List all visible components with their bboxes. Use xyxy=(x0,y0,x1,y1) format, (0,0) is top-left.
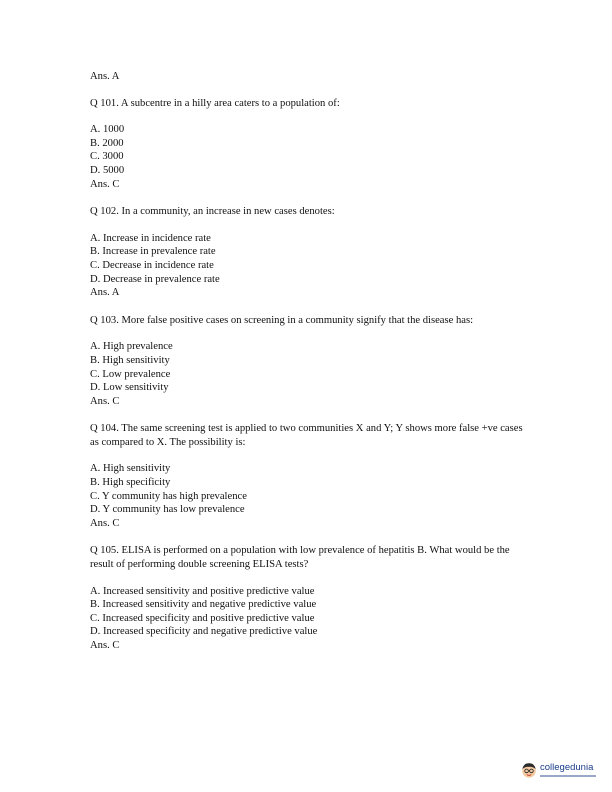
option-a: A. High sensitivity xyxy=(90,463,171,475)
option-b: B. 2000 xyxy=(90,137,124,149)
mascot-icon xyxy=(520,761,538,779)
answer: Ans. C xyxy=(90,395,120,407)
question-102 xyxy=(90,205,530,300)
previous-answer: Ans. A xyxy=(90,71,120,82)
question-text: Q 102. In a community, an increase in new cases denotes: xyxy=(90,206,335,218)
option-c: C. Decrease in incidence rate xyxy=(90,259,214,271)
option-a: A. 1000 xyxy=(90,124,125,136)
answer: Ans. A xyxy=(90,287,120,299)
option-b: B. Increased sensitivity and negative predictive value xyxy=(90,599,317,611)
option-d: D. Low sensitivity xyxy=(90,382,169,394)
question-103 xyxy=(90,314,530,409)
option-c: C. 3000 xyxy=(90,151,124,163)
question-104 xyxy=(90,422,530,530)
answer: Ans. C xyxy=(90,517,120,529)
document-page xyxy=(90,70,530,667)
option-a: A. High prevalence xyxy=(90,341,173,353)
question-text: Q 103. More false positive cases on screening in a community signify that the disease has: xyxy=(90,314,474,326)
answer: Ans. C xyxy=(90,178,120,190)
option-b: B. Increase in prevalence rate xyxy=(90,246,216,258)
option-d: D. Decrease in prevalence rate xyxy=(90,273,220,285)
logo-tagline-bar xyxy=(540,775,596,777)
logo-wordmark: collegedunia xyxy=(540,762,594,773)
option-a: A. Increased sensitivity and positive predictive value xyxy=(90,585,315,597)
question-text: Q 104. The same screening test is applied to two communities X and Y; Y shows more false +ve cases as compared to X. The possibility is: xyxy=(90,423,523,448)
option-c: C. Increased specificity and positive predictive value xyxy=(90,612,315,624)
question-text: Q 105. ELISA is performed on a population with low prevalence of hepatitis B. What would be the result of performing double screening ELISA tests? xyxy=(90,545,510,571)
question-101 xyxy=(90,97,530,192)
answer: Ans. C xyxy=(90,640,120,651)
option-d: D. Y community has low prevalence xyxy=(90,504,245,516)
question-text: Q 101. A subcentre in a hilly area caters to a population of: xyxy=(90,97,340,109)
question-105 xyxy=(90,544,530,652)
option-b: B. High specificity xyxy=(90,477,171,489)
option-c: C. Y community has high prevalence xyxy=(90,490,247,502)
collegedunia-logo xyxy=(520,757,600,783)
option-d: D. 5000 xyxy=(90,164,125,176)
option-a: A. Increase in incidence rate xyxy=(90,232,211,244)
option-d: D. Increased specificity and negative predictive value xyxy=(90,626,318,638)
option-c: C. Low prevalence xyxy=(90,368,171,380)
option-b: B. High sensitivity xyxy=(90,354,170,366)
